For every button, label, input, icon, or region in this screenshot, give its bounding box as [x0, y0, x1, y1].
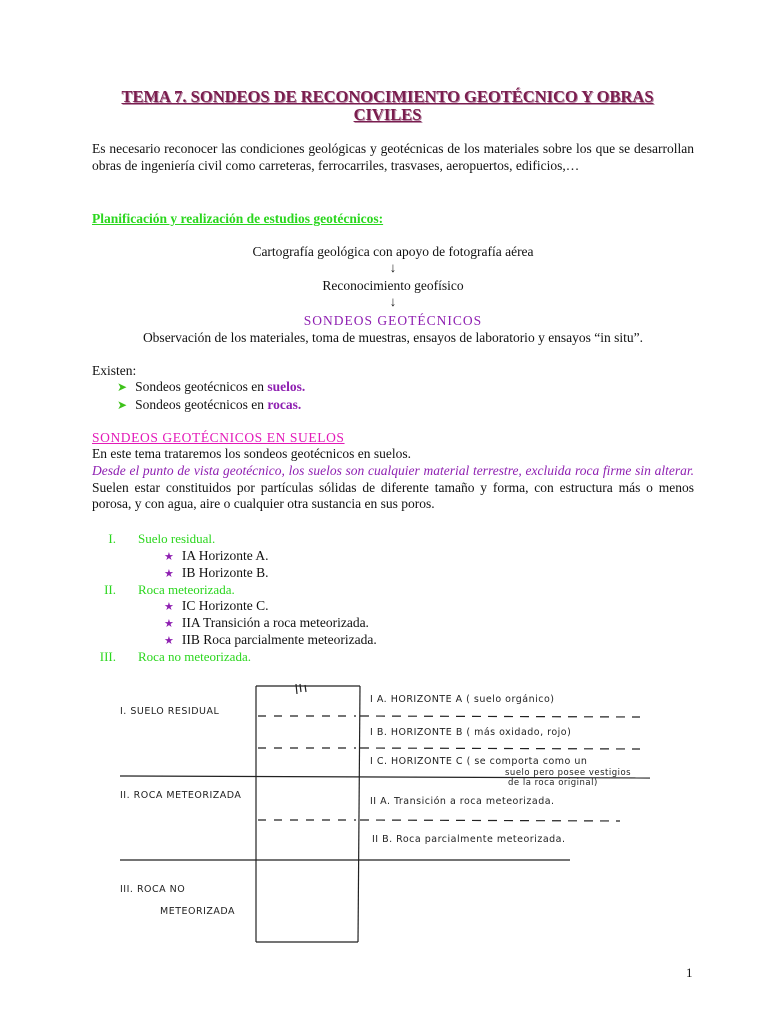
flow-arrow-2: ↓	[389, 294, 397, 309]
title-line-1: TEMA 7. SONDEOS DE RECONOCIMIENTO GEOTÉCNICO Y OBRAS	[121, 87, 654, 106]
star-bullet-icon: ★	[164, 551, 174, 563]
arrow-bullet-icon: ➤	[117, 380, 128, 394]
outline-sub-text: IC Horizonte C.	[181, 598, 269, 613]
sketch-label-iib: II B. Roca parcialmente meteorizada.	[372, 834, 566, 845]
sketch-label-iia: II A. Transición a roca meteorizada.	[370, 796, 555, 807]
exist-label: Existen:	[92, 363, 137, 378]
sketch-label-ic-2: suelo pero posee vestigios	[505, 768, 632, 778]
arrow-bullet-icon: ➤	[117, 398, 128, 412]
flow-step-2: Reconocimiento geofísico	[322, 278, 464, 293]
sketch-label-roca-no: III. ROCA NO	[120, 884, 186, 895]
soils-definition-italic: Desde el punto de vista geotécnico, los suelos son cualquier material terrestre, excluida roca firme sin alterar.	[92, 463, 694, 478]
flow-step-1: Cartografía geológica con apoyo de fotografía aérea	[252, 244, 534, 259]
outline-sub-ib	[164, 565, 269, 581]
outline-label: Suelo residual.	[138, 531, 216, 546]
soils-intro: En este tema trataremos los sondeos geotécnicos en suelos.	[92, 446, 412, 461]
sketch-label-ia: I A. HORIZONTE A ( suelo orgánico)	[370, 694, 555, 705]
outline-sub-text: IB Horizonte B.	[181, 565, 269, 580]
star-bullet-icon: ★	[164, 601, 174, 613]
soils-definition	[92, 463, 694, 513]
flow-arrow-1: ↓	[389, 260, 397, 275]
bullet-soils	[117, 379, 305, 395]
outline-item-1	[70, 531, 215, 547]
soils-definition-rest: Suelen estar constituidos por partículas sólidas de diferente tamaño y forma, con estructura más o menos porosa, y con agua, aire o cualquier otra sustancia en sus poros.	[92, 479, 694, 511]
planning-heading: Planificación y realización de estudios geotécnicos:	[92, 211, 384, 226]
star-bullet-icon: ★	[164, 618, 174, 630]
outline-item-2	[70, 582, 235, 598]
outline-number: II.	[104, 582, 116, 597]
document-title	[90, 88, 685, 124]
flow-step-3: SONDEOS GEOTÉCNICOS	[303, 313, 483, 328]
sketch-label-roca-meteorizada: II. ROCA METEORIZADA	[120, 790, 242, 801]
sketch-label-meteorizada: METEORIZADA	[160, 906, 236, 917]
outline-sub-text: IIA Transición a roca meteorizada.	[181, 615, 369, 630]
sketch-label-ic-3: de la roca original)	[508, 778, 598, 788]
bullet-emphasis: rocas.	[267, 397, 302, 412]
outline-sub-ia	[164, 548, 269, 564]
bullet-text: Sondeos geotécnicos en	[135, 379, 268, 394]
star-bullet-icon: ★	[164, 635, 174, 647]
sketch-label-suelo-residual: I. SUELO RESIDUAL	[120, 706, 220, 717]
flow-step-3-description: Observación de los materiales, toma de muestras, ensayos de laboratorio y ensayos “in situ”.	[142, 330, 644, 345]
outline-sub-text: IA Horizonte A.	[181, 548, 269, 563]
soils-heading: SONDEOS GEOTÉCNICOS EN SUELOS	[92, 430, 345, 445]
star-bullet-icon: ★	[164, 568, 174, 580]
bullet-rocks	[117, 397, 301, 413]
outline-number: III.	[99, 649, 116, 664]
sketch-label-ib: I B. HORIZONTE B ( más oxidado, rojo)	[370, 727, 572, 738]
outline-item-3	[70, 649, 251, 665]
page-number: 1	[686, 965, 693, 980]
outline-label: Roca meteorizada.	[138, 582, 235, 597]
bullet-emphasis: suelos.	[267, 379, 306, 394]
soil-profile-sketch	[0, 670, 768, 960]
outline-sub-iia	[164, 615, 369, 631]
outline-label: Roca no meteorizada.	[138, 649, 251, 664]
outline-number: I.	[108, 531, 116, 546]
bullet-text: Sondeos geotécnicos en	[135, 397, 268, 412]
outline-sub-text: IIB Roca parcialmente meteorizada.	[181, 632, 377, 647]
intro-paragraph: Es necesario reconocer las condiciones geológicas y geotécnicas de los materiales sobre los que se desarrollan obras de ingeniería civil como carreteras, ferrocarriles, trasvases, aeropuertos, edificios,…	[92, 141, 694, 173]
title-line-2: CIVILES	[353, 105, 422, 124]
outline-sub-iib	[164, 632, 377, 648]
sketch-label-ic: I C. HORIZONTE C ( se comporta como un	[370, 756, 588, 767]
outline-sub-ic	[164, 598, 269, 614]
